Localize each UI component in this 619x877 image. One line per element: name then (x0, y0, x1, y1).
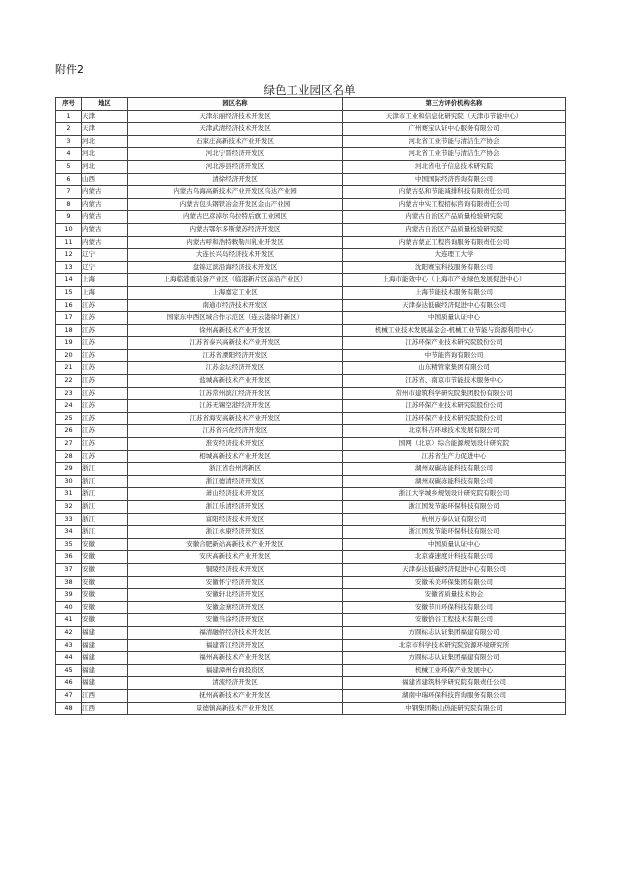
region-cell: 福建 (82, 677, 128, 690)
park-name-cell: 江苏常州滨江经济开发区 (128, 387, 343, 400)
table-row (56, 538, 566, 551)
serial-no-cell: 27 (56, 438, 82, 451)
region-cell: 内蒙古 (82, 211, 128, 224)
park-name-cell: 南通市经济技术开发区 (128, 299, 343, 312)
serial-no-cell: 12 (56, 249, 82, 262)
table-row (56, 475, 566, 488)
region-cell: 江西 (82, 702, 128, 715)
region-cell: 福建 (82, 626, 128, 639)
table-row (56, 286, 566, 299)
park-name-cell: 安徽轩北经济开发区 (128, 589, 343, 602)
region-cell: 安徽 (82, 538, 128, 551)
region-cell: 江苏 (82, 299, 128, 312)
table-row (56, 186, 566, 199)
serial-no-cell: 8 (56, 198, 82, 211)
region-cell: 安徽 (82, 551, 128, 564)
region-cell: 山西 (82, 173, 128, 186)
park-name-cell: 内蒙古呼和浩特敕勒川乳业开发区 (128, 236, 343, 249)
evaluator-cell: 天津泰达低碳经济促进中心有限公司 (343, 299, 566, 312)
table-row (56, 110, 566, 123)
table-row (56, 274, 566, 287)
evaluator-cell: 上海市能效中心（上海市产业绿色发展促进中心） (343, 274, 566, 287)
evaluator-cell: 河北省工业节能与清洁生产协会 (343, 148, 566, 161)
evaluator-cell: 北京睿速度计科技有限公司 (343, 551, 566, 564)
park-name-cell: 安庆高新技术产业开发区 (128, 551, 343, 564)
evaluator-cell: 广州赛宝认证中心服务有限公司 (343, 123, 566, 136)
serial-no-cell: 40 (56, 601, 82, 614)
evaluator-cell: 中国国际经济咨询有限公司 (343, 173, 566, 186)
table-row (56, 362, 566, 375)
serial-no-cell: 32 (56, 501, 82, 514)
evaluator-cell: 湖南中瑞环保科技咨询服务有限公司 (343, 689, 566, 702)
evaluator-cell: 浙江国发节能环保科技有限公司 (343, 501, 566, 514)
region-cell: 浙江 (82, 526, 128, 539)
park-name-cell: 盘锦辽滨沿海经济技术开发区 (128, 261, 343, 274)
serial-no-cell: 47 (56, 689, 82, 702)
park-name-cell: 福建晋江经济开发区 (128, 639, 343, 652)
serial-no-cell: 45 (56, 664, 82, 677)
park-name-cell: 铜陵经济技术开发区 (128, 563, 343, 576)
evaluator-cell: 中节能咨询有限公司 (343, 349, 566, 362)
serial-no-cell: 33 (56, 513, 82, 526)
park-name-cell: 清徐经济开发区 (128, 173, 343, 186)
evaluator-cell: 河北省电子信息技术研究院 (343, 160, 566, 173)
evaluator-cell: 杭州万泰认证有限公司 (343, 513, 566, 526)
serial-no-cell: 26 (56, 425, 82, 438)
region-cell: 江苏 (82, 425, 128, 438)
region-cell: 内蒙古 (82, 186, 128, 199)
serial-no-cell: 43 (56, 639, 82, 652)
table-body (56, 110, 566, 715)
serial-no-cell: 1 (56, 110, 82, 123)
serial-no-cell: 11 (56, 236, 82, 249)
park-name-cell: 安徽合肥新站高新技术产业开发区 (128, 538, 343, 551)
region-cell: 河北 (82, 148, 128, 161)
serial-no-cell: 2 (56, 123, 82, 136)
evaluator-cell: 方圆标志认证集团福建有限公司 (343, 626, 566, 639)
park-name-cell: 浙江德清经济开发区 (128, 475, 343, 488)
park-name-cell: 江苏省溧阳经济开发区 (128, 349, 343, 362)
park-name-cell: 江苏金坛经济开发区 (128, 362, 343, 375)
serial-no-cell: 41 (56, 614, 82, 627)
table-row (56, 236, 566, 249)
serial-no-cell: 13 (56, 261, 82, 274)
header-evaluator-name: 第三方评价机构名称 (343, 98, 566, 111)
table-row (56, 173, 566, 186)
evaluator-cell: 安徽省质量技术协会 (343, 589, 566, 602)
serial-no-cell: 18 (56, 324, 82, 337)
table-row (56, 375, 566, 388)
park-name-cell: 上海嘉定工业区 (128, 286, 343, 299)
table-row (56, 198, 566, 211)
region-cell: 江苏 (82, 412, 128, 425)
evaluator-cell: 内蒙古中实工程招标咨询有限责任公司 (343, 198, 566, 211)
region-cell: 江苏 (82, 375, 128, 388)
evaluator-cell: 江苏省生产力促进中心 (343, 450, 566, 463)
table-row (56, 438, 566, 451)
region-cell: 辽宁 (82, 261, 128, 274)
evaluator-cell: 上海节能技术服务有限公司 (343, 286, 566, 299)
table-row (56, 652, 566, 665)
serial-no-cell: 10 (56, 223, 82, 236)
region-cell: 天津 (82, 123, 128, 136)
table-row (56, 324, 566, 337)
park-name-cell: 江苏省兴化经济开发区 (128, 425, 343, 438)
table-header-row (56, 98, 566, 111)
table-row (56, 639, 566, 652)
table-row (56, 601, 566, 614)
table-row (56, 349, 566, 362)
region-cell: 内蒙古 (82, 198, 128, 211)
evaluator-cell: 浙江大学城乡规划设计研究院有限公司 (343, 488, 566, 501)
region-cell: 江西 (82, 689, 128, 702)
region-cell: 浙江 (82, 513, 128, 526)
evaluator-cell: 天津泰达低碳经济促进中心有限公司 (343, 563, 566, 576)
evaluator-cell: 江苏省、南京市节能技术服务中心 (343, 375, 566, 388)
table-row (56, 463, 566, 476)
attachment-label: 附件2 (55, 63, 84, 76)
evaluator-cell: 内蒙古自治区产品质量检验研究院 (343, 211, 566, 224)
evaluator-cell: 安徽恰谷工程技术有限公司 (343, 614, 566, 627)
park-name-cell: 富阳经济技术开发区 (128, 513, 343, 526)
park-name-cell: 国家东中西区域合作示范区（连云港徐圩新区） (128, 312, 343, 325)
region-cell: 安徽 (82, 576, 128, 589)
table-row (56, 576, 566, 589)
evaluator-cell: 沈阳赛宝科技服务有限公司 (343, 261, 566, 274)
table-row (56, 123, 566, 136)
region-cell: 福建 (82, 639, 128, 652)
park-name-cell: 河北涉县经济开发区 (128, 160, 343, 173)
serial-no-cell: 16 (56, 299, 82, 312)
serial-no-cell: 25 (56, 412, 82, 425)
region-cell: 福建 (82, 664, 128, 677)
park-name-cell: 福州高新技术产业开发区 (128, 652, 343, 665)
table-row (56, 400, 566, 413)
region-cell: 江苏 (82, 349, 128, 362)
region-cell: 辽宁 (82, 249, 128, 262)
table-row (56, 160, 566, 173)
serial-no-cell: 28 (56, 450, 82, 463)
table-row (56, 412, 566, 425)
park-name-cell: 福建漳州台商投资区 (128, 664, 343, 677)
region-cell: 河北 (82, 160, 128, 173)
evaluator-cell: 江苏环保产业技术研究院股份公司 (343, 400, 566, 413)
region-cell: 上海 (82, 274, 128, 287)
table-row (56, 312, 566, 325)
region-cell: 天津 (82, 110, 128, 123)
evaluator-cell: 内蒙古自治区产品质量检验研究院 (343, 223, 566, 236)
evaluator-cell: 北京市科学技术研究院资源环境研究所 (343, 639, 566, 652)
header-region: 地区 (82, 98, 128, 111)
evaluator-cell: 内蒙古蒙正工程咨询服务有限责任公司 (343, 236, 566, 249)
park-name-cell: 江苏省泰兴高新技术产业开发区 (128, 337, 343, 350)
header-park-name: 园区名称 (128, 98, 343, 111)
table-row (56, 425, 566, 438)
serial-no-cell: 4 (56, 148, 82, 161)
green-park-table (55, 97, 566, 715)
evaluator-cell: 国网（北京）综合能源规划设计研究院 (343, 438, 566, 451)
region-cell: 浙江 (82, 488, 128, 501)
park-name-cell: 浙江省台州湾新区 (128, 463, 343, 476)
region-cell: 安徽 (82, 563, 128, 576)
serial-no-cell: 38 (56, 576, 82, 589)
table-row (56, 589, 566, 602)
document-title: 绿色工业园区名单 (263, 83, 356, 97)
table-row (56, 563, 566, 576)
park-name-cell: 安徽怀宁经济开发区 (128, 576, 343, 589)
serial-no-cell: 7 (56, 186, 82, 199)
table-row (56, 626, 566, 639)
serial-no-cell: 23 (56, 387, 82, 400)
serial-no-cell: 22 (56, 375, 82, 388)
park-name-cell: 安徽当涂经济开发区 (128, 614, 343, 627)
table-row (56, 135, 566, 148)
table-row (56, 337, 566, 350)
region-cell: 安徽 (82, 614, 128, 627)
park-name-cell: 内蒙古巴彦淖尔乌拉特后旗工业园区 (128, 211, 343, 224)
serial-no-cell: 24 (56, 400, 82, 413)
region-cell: 江苏 (82, 324, 128, 337)
region-cell: 浙江 (82, 475, 128, 488)
serial-no-cell: 35 (56, 538, 82, 551)
park-name-cell: 石家庄高新技术产业开发区 (128, 135, 343, 148)
park-name-cell: 内蒙古乌海高新技术产业开发区乌达产业园 (128, 186, 343, 199)
evaluator-cell: 安徽禾美环保集团有限公司 (343, 576, 566, 589)
serial-no-cell: 39 (56, 589, 82, 602)
serial-no-cell: 36 (56, 551, 82, 564)
park-name-cell: 福清融侨经济技术开发区 (128, 626, 343, 639)
header-serial-no: 序号 (56, 98, 82, 111)
serial-no-cell: 42 (56, 626, 82, 639)
park-name-cell: 浙江永康经济开发区 (128, 526, 343, 539)
park-name-cell: 萧山经济技术开发区 (128, 488, 343, 501)
region-cell: 江苏 (82, 400, 128, 413)
park-name-cell: 内蒙古包头钢铁冶金开发区金山产业园 (128, 198, 343, 211)
serial-no-cell: 21 (56, 362, 82, 375)
region-cell: 浙江 (82, 501, 128, 514)
park-name-cell: 天津武清经济技术开发区 (128, 123, 343, 136)
table-row (56, 299, 566, 312)
evaluator-cell: 福建省建筑科学研究院有限责任公司 (343, 677, 566, 690)
park-name-cell: 徐州高新技术产业开发区 (128, 324, 343, 337)
table-row (56, 488, 566, 501)
park-name-cell: 景德镇高新技术产业开发区 (128, 702, 343, 715)
park-name-cell: 内蒙古鄂尔多斯蒙苏经济开发区 (128, 223, 343, 236)
table-row (56, 211, 566, 224)
serial-no-cell: 31 (56, 488, 82, 501)
region-cell: 江苏 (82, 438, 128, 451)
evaluator-cell: 方圆标志认证集团福建有限公司 (343, 652, 566, 665)
table-row (56, 677, 566, 690)
region-cell: 上海 (82, 286, 128, 299)
evaluator-cell: 安徽节川环保科技有限公司 (343, 601, 566, 614)
table-row (56, 513, 566, 526)
region-cell: 江苏 (82, 337, 128, 350)
evaluator-cell: 北京科吉环球技术发展有限公司 (343, 425, 566, 438)
serial-no-cell: 46 (56, 677, 82, 690)
evaluator-cell: 中钢集团鞍山热能研究院有限公司 (343, 702, 566, 715)
park-name-cell: 江苏无锡空港经济开发区 (128, 400, 343, 413)
table-row (56, 689, 566, 702)
table-row (56, 614, 566, 627)
table-row (56, 148, 566, 161)
table-row (56, 223, 566, 236)
evaluator-cell: 江苏环保产业技术研究院股份公司 (343, 337, 566, 350)
serial-no-cell: 17 (56, 312, 82, 325)
region-cell: 安徽 (82, 601, 128, 614)
serial-no-cell: 34 (56, 526, 82, 539)
evaluator-cell: 中国质量认证中心 (343, 538, 566, 551)
evaluator-cell: 常州市建筑科学研究院集团股份有限公司 (343, 387, 566, 400)
region-cell: 江苏 (82, 387, 128, 400)
serial-no-cell: 29 (56, 463, 82, 476)
evaluator-cell: 中国质量认证中心 (343, 312, 566, 325)
evaluator-cell: 湖州双碳冻能科技有限公司 (343, 475, 566, 488)
evaluator-cell: 湖州双碳冻能科技有限公司 (343, 463, 566, 476)
table-row (56, 551, 566, 564)
serial-no-cell: 15 (56, 286, 82, 299)
table-row (56, 526, 566, 539)
region-cell: 内蒙古 (82, 223, 128, 236)
table-row (56, 387, 566, 400)
table-row (56, 261, 566, 274)
park-name-cell: 相城高新技术产业开发区 (128, 450, 343, 463)
evaluator-cell: 机械工业技术发展基金会-机械工业节能与资源利用中心 (343, 324, 566, 337)
table-row (56, 249, 566, 262)
region-cell: 内蒙古 (82, 236, 128, 249)
serial-no-cell: 37 (56, 563, 82, 576)
region-cell: 江苏 (82, 362, 128, 375)
park-name-cell: 盐城高新技术产业开发区 (128, 375, 343, 388)
evaluator-cell: 天津市工业和信息化研究院（天津市节能中心） (343, 110, 566, 123)
serial-no-cell: 30 (56, 475, 82, 488)
serial-no-cell: 19 (56, 337, 82, 350)
region-cell: 江苏 (82, 450, 128, 463)
serial-no-cell: 44 (56, 652, 82, 665)
serial-no-cell: 14 (56, 274, 82, 287)
park-name-cell: 安徽金寨经济开发区 (128, 601, 343, 614)
park-name-cell: 天津东丽经济技术开发区 (128, 110, 343, 123)
serial-no-cell: 48 (56, 702, 82, 715)
region-cell: 江苏 (82, 312, 128, 325)
region-cell: 福建 (82, 652, 128, 665)
evaluator-cell: 江苏环保产业技术研究院股份公司 (343, 412, 566, 425)
evaluator-cell: 山东精管家集团有限公司 (343, 362, 566, 375)
evaluator-cell: 大连理工大学 (343, 249, 566, 262)
evaluator-cell: 机械工业环保产业发展中心 (343, 664, 566, 677)
region-cell: 河北 (82, 135, 128, 148)
evaluator-cell: 河北省工业节能与清洁生产协会 (343, 135, 566, 148)
serial-no-cell: 3 (56, 135, 82, 148)
region-cell: 安徽 (82, 589, 128, 602)
park-name-cell: 浙江乐清经济开发区 (128, 501, 343, 514)
evaluator-cell: 内蒙古弘和节能减排科技有限责任公司 (343, 186, 566, 199)
park-name-cell: 清流经济开发区 (128, 677, 343, 690)
serial-no-cell: 20 (56, 349, 82, 362)
table-row (56, 450, 566, 463)
table-row (56, 702, 566, 715)
park-name-cell: 上海临港重装备产业区（临港新片区前沿产业区） (128, 274, 343, 287)
park-name-cell: 淮安经济技术开发区 (128, 438, 343, 451)
serial-no-cell: 5 (56, 160, 82, 173)
table-row (56, 501, 566, 514)
serial-no-cell: 6 (56, 173, 82, 186)
table-row (56, 664, 566, 677)
evaluator-cell: 浙江国发节能环保科技有限公司 (343, 526, 566, 539)
serial-no-cell: 9 (56, 211, 82, 224)
region-cell: 浙江 (82, 463, 128, 476)
park-name-cell: 江苏省海安高新技术产业开发区 (128, 412, 343, 425)
park-name-cell: 大连长兴岛经济技术开发区 (128, 249, 343, 262)
park-name-cell: 抚州高新技术产业开发区 (128, 689, 343, 702)
park-name-cell: 河北宁晋经济开发区 (128, 148, 343, 161)
